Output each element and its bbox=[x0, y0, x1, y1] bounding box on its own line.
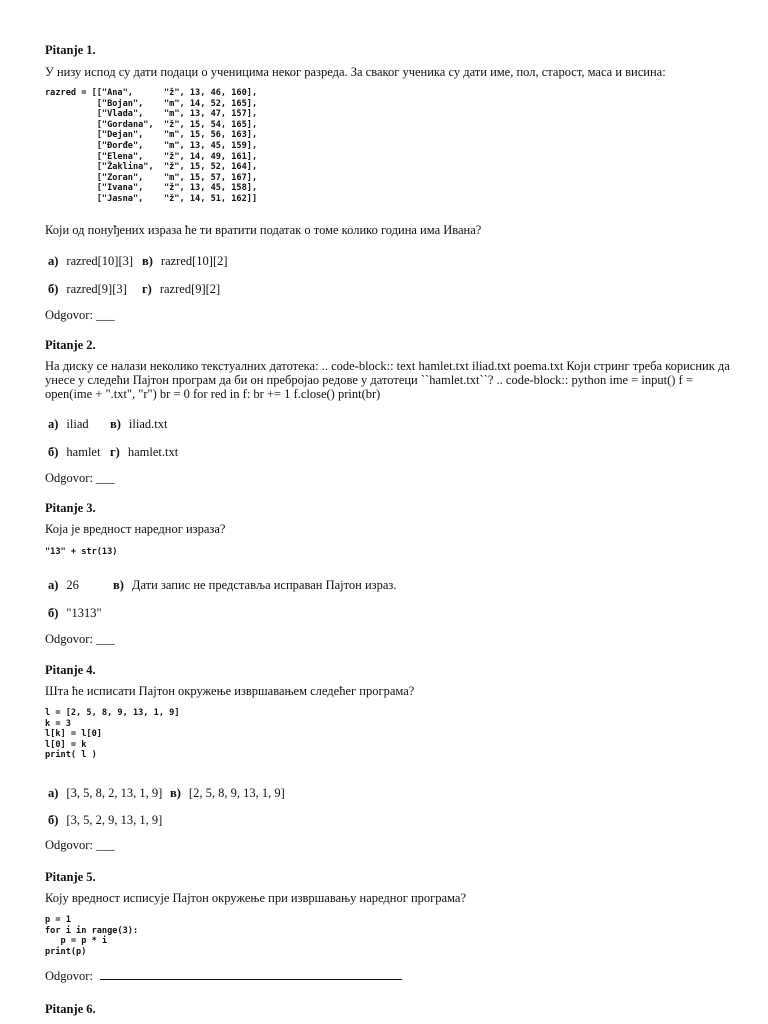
option-letter: а) bbox=[48, 254, 59, 268]
question-3-prompt: Која је вредност наредног израза? bbox=[45, 522, 226, 536]
option-letter: в) bbox=[110, 417, 121, 431]
option-text: razred[10][3] bbox=[66, 254, 134, 268]
option-letter: б) bbox=[48, 813, 59, 827]
option-text: razred[9][2] bbox=[159, 282, 221, 296]
option-text: Дати запис не представља исправан Пајтон израз. bbox=[131, 578, 397, 592]
question-1-option-b[interactable] bbox=[48, 282, 127, 297]
answer-label: Odgovor: bbox=[45, 308, 97, 322]
answer-label: Odgovor: bbox=[45, 471, 97, 485]
option-text: "1313" bbox=[66, 606, 102, 620]
answer-blank: ___ bbox=[96, 308, 115, 322]
answer-line[interactable] bbox=[100, 968, 402, 980]
option-letter: а) bbox=[48, 578, 59, 592]
option-text: 26 bbox=[66, 578, 79, 592]
option-letter: а) bbox=[48, 786, 59, 800]
option-letter: г) bbox=[110, 445, 120, 459]
question-1-question: Који од понуђених израза ће ти вратити податак о томе колико година има Ивана? bbox=[45, 223, 482, 237]
question-1-answer[interactable] bbox=[45, 308, 115, 323]
option-letter: б) bbox=[48, 606, 59, 620]
question-3-option-b[interactable] bbox=[48, 606, 102, 621]
question-2-title: Pitanje 2. bbox=[45, 338, 96, 352]
question-4-option-a[interactable] bbox=[48, 786, 162, 801]
option-text: hamlet bbox=[66, 445, 101, 459]
option-letter: б) bbox=[48, 282, 59, 296]
answer-label: Odgovor: bbox=[45, 632, 97, 646]
option-letter: в) bbox=[113, 578, 124, 592]
question-1-option-a[interactable] bbox=[48, 254, 133, 269]
option-letter: г) bbox=[142, 282, 152, 296]
option-text: razred[10][2] bbox=[160, 254, 228, 268]
question-4-answer[interactable] bbox=[45, 838, 115, 853]
question-6-title: Pitanje 6. bbox=[45, 1002, 96, 1016]
option-text: iliad.txt bbox=[128, 417, 168, 431]
question-1-option-v[interactable] bbox=[142, 254, 228, 269]
option-text: [3, 5, 2, 9, 13, 1, 9] bbox=[66, 813, 163, 827]
question-2-option-b[interactable] bbox=[48, 445, 100, 460]
question-5-title: Pitanje 5. bbox=[45, 870, 96, 884]
question-3-option-a[interactable] bbox=[48, 578, 79, 593]
option-letter: в) bbox=[170, 786, 181, 800]
question-2-prompt: На диску се налази неколико текстуалних датотека: .. code-block:: text hamlet.txt iliad.txt poema.txt Који стринг треба корисник да унесе у следећи Пајтон програм да би он пребројао редове у датотеци ``hamlet.txt``? .. code-block:: python ime = input() f = open(ime + ".txt", "r") br = 0 for red in f: br += 1 f.close() print(br) bbox=[45, 359, 730, 401]
option-letter: б) bbox=[48, 445, 59, 459]
question-2-option-v[interactable] bbox=[110, 417, 167, 432]
question-3-title: Pitanje 3. bbox=[45, 501, 96, 515]
question-2-answer[interactable] bbox=[45, 471, 115, 486]
option-text: iliad bbox=[66, 417, 89, 431]
question-3-option-v[interactable] bbox=[113, 578, 396, 593]
question-4-code: l = [2, 5, 8, 9, 13, 1, 9] k = 3 l[k] = l[0] l[0] = k print( l ) bbox=[45, 708, 180, 761]
question-4-title: Pitanje 4. bbox=[45, 663, 96, 677]
option-letter: в) bbox=[142, 254, 153, 268]
answer-label: Odgovor: bbox=[45, 969, 97, 983]
question-1-title: Pitanje 1. bbox=[45, 43, 96, 57]
question-1-code: razred = [["Ana", "ž", 13, 46, 160], ["Bojan", "m", 14, 52, 165], ["Vlada", "m", 13, 47, 157], ["Gordana", "ž", 15, 54, 165], ["Dejan", "m", 15, 56, 163], ["Đorđe", "m", 13, 45, 159], ["Elena", "ž", 14, 49, 161], ["Žaklina", "ž", 15, 52, 164], ["Zoran", "m", 15, 57, 167], ["Ivana", "ž", 13, 45, 158], ["Jasna", "ž", 14, 51, 162]] bbox=[45, 88, 258, 204]
answer-label: Odgovor: bbox=[45, 838, 97, 852]
option-letter: а) bbox=[48, 417, 59, 431]
question-4-option-b[interactable] bbox=[48, 813, 162, 828]
question-1-option-g[interactable] bbox=[142, 282, 220, 297]
question-2-option-g[interactable] bbox=[110, 445, 178, 460]
question-3-answer[interactable] bbox=[45, 632, 115, 647]
question-4-option-v[interactable] bbox=[170, 786, 285, 801]
question-5-code: p = 1 for i in range(3): p = p * i print(p) bbox=[45, 915, 139, 957]
option-text: [3, 5, 8, 2, 13, 1, 9] bbox=[66, 786, 163, 800]
option-text: razred[9][3] bbox=[66, 282, 127, 296]
question-4-prompt: Шта ће исписати Пајтон окружење извршавањем следећег програма? bbox=[45, 684, 415, 698]
answer-blank: ___ bbox=[96, 838, 115, 852]
answer-blank: ___ bbox=[96, 632, 115, 646]
option-text: [2, 5, 8, 9, 13, 1, 9] bbox=[188, 786, 285, 800]
option-text: hamlet.txt bbox=[127, 445, 179, 459]
question-1-prompt: У низу испод су дати подаци о ученицима неког разреда. За сваког ученика су дати име, пол, старост, маса и висина: bbox=[45, 65, 666, 79]
question-5-answer[interactable] bbox=[45, 968, 402, 984]
question-3-code: "13" + str(13) bbox=[45, 547, 118, 557]
question-5-prompt: Коју вредност исписује Пајтон окружење при извршавању наредног програма? bbox=[45, 891, 466, 905]
question-2-option-a[interactable] bbox=[48, 417, 89, 432]
answer-blank: ___ bbox=[96, 471, 115, 485]
